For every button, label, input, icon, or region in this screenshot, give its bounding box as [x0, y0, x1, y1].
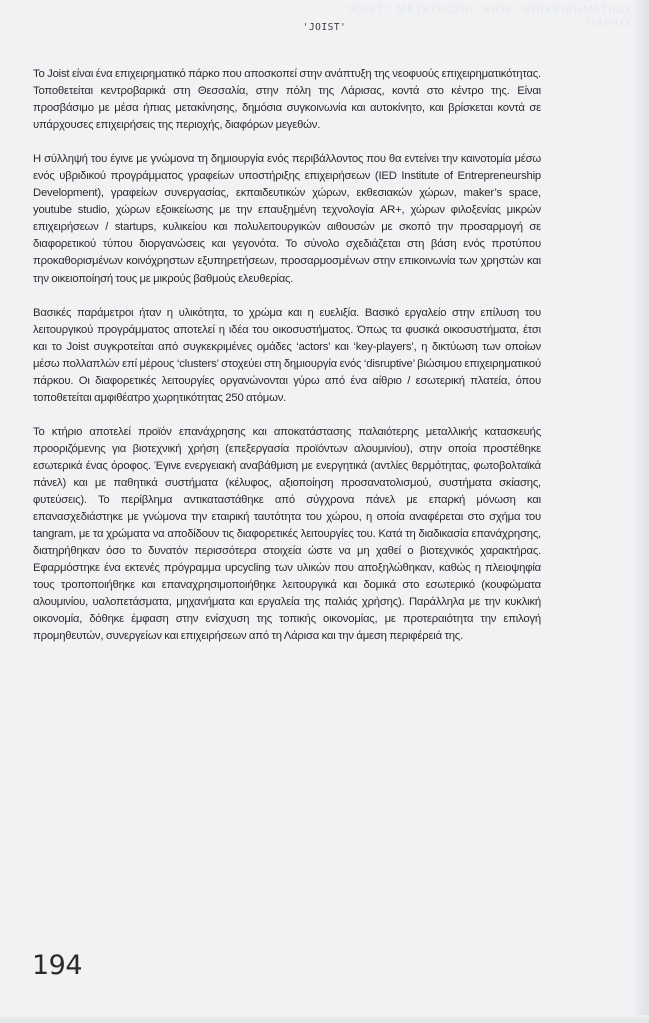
watermark-line: ΡΙΟΥ — [483, 4, 514, 16]
paragraph: Βασικές παράμετροι ήταν η υλικότητα, το χρώμα και η ευελιξία. Βασικό εργαλείο στην επίλυση του λειτουργικού προγράμματος αποτελεί η ιδέα του οικοσυστήματος. Όπως τα φυσικά οικοσυστήματα, έτσι και το Joist συγκροτείται από συγκεκριμένες ομάδες ‘actors’ και ‘key-players’, η δικτύωση των οποίων μέσω πολλαπλών επί μέρους ‘clusters’ στοχεύει στη δημιουργία ενός ‘disruptive’ βιώσιμου επιχειρηματικού πάρκου. Οι διαφορετικές λειτουργίες οργανώνονται γύρω από ένα αίθριο / εσωτερική πλατεία, όπου τοποθετείται αμφιθέατρο χωρητικότητας 250 ατόμων. — [33, 306, 541, 404]
paragraph: Η σύλληψή του έγινε με γνώμονα τη δημιουργία ενός περιβάλλοντος που θα εντείνει την καινοτομία μέσω ενός υβριδικού προγράμματος γραφείων υποστήριξης επιχειρήσεων (IED Institute of Entrepreneurship Development), γραφείων συνεργασίας, εκπαιδευτικών χώρων, εκθεσιακών χώρων, maker’s space, youtube studio, χώρων εξοικείωσης με την επαυξημένη τεχνολογία AR+, χώρων φιλοξενίας μικρών επιχειρήσεων / startups, κυλικείου και πολυλειτουργικών αιθουσών με σκοπό την προσαρμογή σε διαφορετικού τύπου διοργανώσεις και γεγονότα. Το σύνολο σχεδιάζεται στη βάση ενός προτύπου προκαθορισμένων κοινόχρηστων εξυπηρετήσεων, προσαρμοσμένων στην επικοινωνία των χρηστών και την οικειοποίησή τους με μικρούς βαθμούς ελευθερίας. — [33, 153, 541, 285]
page-edge-shadow — [635, 0, 649, 1023]
running-head: 'JOIST' — [302, 22, 347, 33]
watermark-line: ΕΠΙΧΕΙΡΗΜΑΤΙΚΟ ΠΑΡΚΟ — [523, 4, 630, 29]
paragraph: Το κτήριο αποτελεί προϊόν επανάχρησης και αποκατάστασης παλαιότερης μεταλλικής κατασκευής προοριζόμενης για βιοτεχνική χρήση (επεξεργασία προϊόντων αλουμινίου), στην οποία προστέθηκε εσωτερικά ένας όροφος. Έγινε ενεργειακή αναβάθμιση με ενεργητικά (αντλίες θερμότητας, φωτοβολταϊκά πάνελ) και με παθητικά συστήματα (κέλυφος, αξιοποίηση προσανατολισμού, συστήματα σκίασης, φυτεύσεις). Το περίβλημα αντικαταστάθηκε από σύγχρονα πάνελ με επαρκή μόνωση και επανασχεδιάστηκε με γνώμονα την εταιρική ταυτότητα του χώρου, η οποία αναφέρεται στο σχήμα του tangram, με τα χρώματα να αποδίδουν τις διαφορετικές λειτουργίες του. Κατά τη διαδικασία επανάχρησης, διατηρήθηκαν όσο το δυνατόν περισσότερα στοιχεία ώστε να μη χαθεί ο βιοτεχνικός χαρακτήρας. Εφαρμόστηκε ένα εκτενές πρόγραμμα upcycling των υλικών που αποξηλώθηκαν, καθώς η πλειοψηφία τους τροποποιήθηκε και επαναχρησιμοποιήθηκε λειτουργικά και δομικά στο εσωτερικό (κουφώματα αλουμινίου, υαλοπετάσματα, μηχανήματα και εργαλεία της παλιάς χρήσης). Παράλληλα με την κυκλική οικονομία, δόθηκε έμφαση στην ενίσχυση της τοπικής οικονομίας, με προτεραιότητα την επιλογή προμηθευτών, συνεργείων και επιχειρήσεων από τη Λάρισα και την άμεση περιφέρειά της. — [33, 425, 541, 643]
page-bottom-edge — [0, 1015, 649, 1023]
body-text — [33, 66, 541, 662]
paragraph: Το Joist είναι ένα επιχειρηματικό πάρκο που αποσκοπεί στην ανάπτυξη της νεοφυούς επιχειρηματικότητας. Τοποθετείται κεντροβαρικά στη Θεσσαλία, στην πόλη της Λάρισας, κοντά στο κέντρο της. Είναι προσβάσιμο με μέσα ήπιας μετακίνησης, δημόσια συγκοινωνία και αυτοκίνητο, και βρίσκεται κοντά σε υπάρχουσες επιχειρήσεις της περιοχής, διαφόρων μεγεθών. — [33, 68, 541, 132]
watermark-line: "JOIST", ΜΕΤΑΤΡΟΠΗ — [343, 4, 474, 16]
page-number: 194 — [32, 950, 83, 981]
